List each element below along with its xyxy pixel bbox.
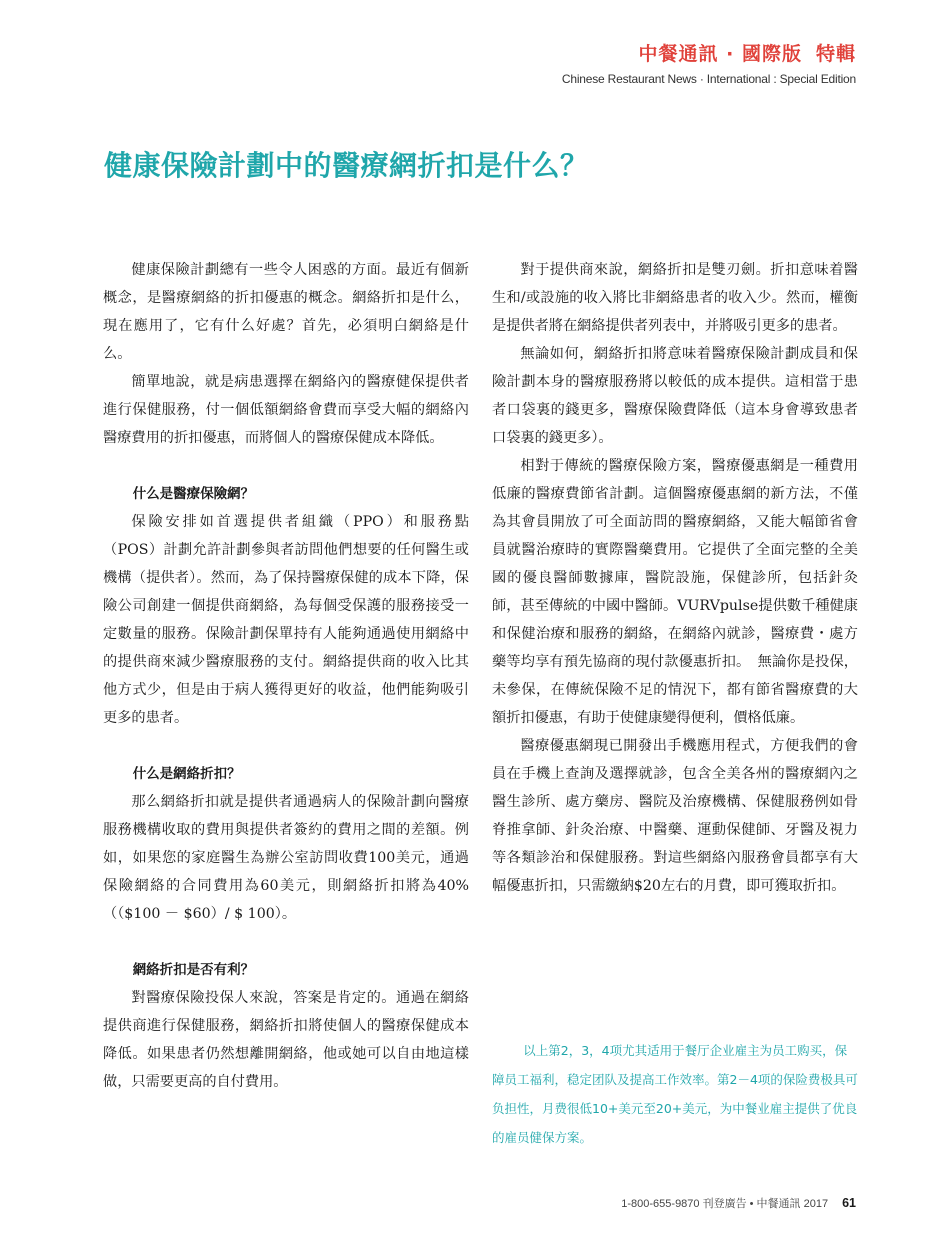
footer-contact: 1-800-655-9870 刊登廣告 • 中餐通訊 2017 — [621, 1198, 829, 1210]
left-column — [103, 256, 469, 1096]
page-footer — [621, 1195, 856, 1211]
section-heading: 什么是醫療保險網？ — [132, 486, 255, 502]
masthead-subtitle-en: Chinese Restaurant News · International : Special Edition — [561, 72, 856, 86]
employer-note: 以上第2，3，4项尤其适用于餐厅企业雇主为员工购买，保障员工福利，稳定团队及提高工作效率。第2－4项的保险费极具可负担性，月费很低10+美元至20+美元，为中餐业雇主提供了优良的雇员健保方案。 — [492, 1043, 858, 1145]
paragraph: 無論如何，網絡折扣將意味着醫療保險計劃成員和保險計劃本身的醫療服務將以較低的成本提供。這相當于患者口袋裏的錢更多，醫療保險費降低（這本身會導致患者口袋裏的錢更多）。 — [492, 346, 858, 446]
paragraph: 對醫療保險投保人來說，答案是肯定的。通過在網絡提供商進行保健服務，網絡折扣將使個人的醫療保健成本降低。如果患者仍然想離開網絡，他或她可以自由地這樣做，只需要更高的自付費用。 — [103, 990, 469, 1090]
paragraph: 健康保險計劃總有一些令人困惑的方面。最近有個新概念，是醫療網絡的折扣優惠的概念。網絡折扣是什么，現在應用了，它有什么好處？首先，必須明白網絡是什么。 — [103, 262, 469, 362]
paragraph: 相對于傳統的醫療保險方案，醫療優惠網是一種費用低廉的醫療費節省計劃。這個醫療優惠網的新方法，不僅為其會員開放了可全面訪問的醫療網絡，又能大幅節省會員就醫治療時的實際醫藥費用。它提供了全面完整的全美國的優良醫師數據庫，醫院設施，保健診所，包括針灸師，甚至傳統的中國中醫師。VURVpulse提供數千種健康和保健治療和服務的網絡，在網絡內就診，醫療費・處方藥等均享有預先協商的現付款優惠折扣。 無論你是投保，未參保，在傳統保險不足的情況下，都有節省醫療費的大額折扣優惠，有助于使健康變得便利，價格低廉。 — [492, 458, 858, 726]
masthead-tag: 特輯 — [815, 43, 856, 65]
paragraph: 醫療優惠網現已開發出手機應用程式，方便我們的會員在手機上查詢及選擇就診，包含全美各州的醫療網內之醫生診所、處方藥房、醫院及治療機構、保健服務例如骨脊推拿師、針灸治療、中醫藥、運動保健師、牙醫及視力等各類診治和保健服務。對這些網絡內服務會員都享有大幅優惠折扣，只需繳納$20左右的月費，即可獲取折扣。 — [492, 738, 858, 894]
section-heading: 網絡折扣是否有利？ — [132, 962, 255, 978]
paragraph: 那么網絡折扣就是提供者通過病人的保險計劃向醫療服務機構收取的費用與提供者簽約的費用之間的差額。例如，如果您的家庭醫生為辦公室訪問收費100美元，通過保險網絡的合同費用為60美元，則網絡折扣將為40%（（$100 － $60）/ $ 100）。 — [103, 794, 469, 922]
masthead-title-cn: 中餐通訊 · 國際版 — [638, 43, 802, 65]
section-heading: 什么是網絡折扣？ — [132, 766, 241, 782]
paragraph: 簡單地說，就是病患選擇在網絡內的醫療健保提供者進行保健服務，付一個低額網絡會費而享受大幅的網絡內醫療費用的折扣優惠，而將個人的醫療保健成本降低。 — [103, 374, 469, 446]
article-title: 健康保險計劃中的醫療網折扣是什么？ — [104, 149, 589, 182]
right-column — [492, 256, 858, 900]
masthead — [562, 42, 856, 86]
paragraph: 保險安排如首選提供者組織（PPO）和服務點（POS）計劃允許計劃參與者訪問他們想要的任何醫生或機構（提供者）。然而，為了保持醫療保健的成本下降，保險公司創建一個提供商網絡，為每個受保護的服務接受一定數量的服務。保險計劃保單持有人能夠通過使用網絡中的提供商來減少醫療服務的支付。網絡提供商的收入比其他方式少，但是由于病人獲得更好的收益，他們能夠吸引更多的患者。 — [103, 514, 469, 726]
masthead-title — [562, 42, 856, 66]
paragraph: 對于提供商來說，網絡折扣是雙刃劍。折扣意味着醫生和/或設施的收入將比非網絡患者的收入少。然而，權衡是提供者將在網絡提供者列表中，并將吸引更多的患者。 — [492, 262, 858, 334]
page-number: 61 — [842, 1196, 856, 1210]
